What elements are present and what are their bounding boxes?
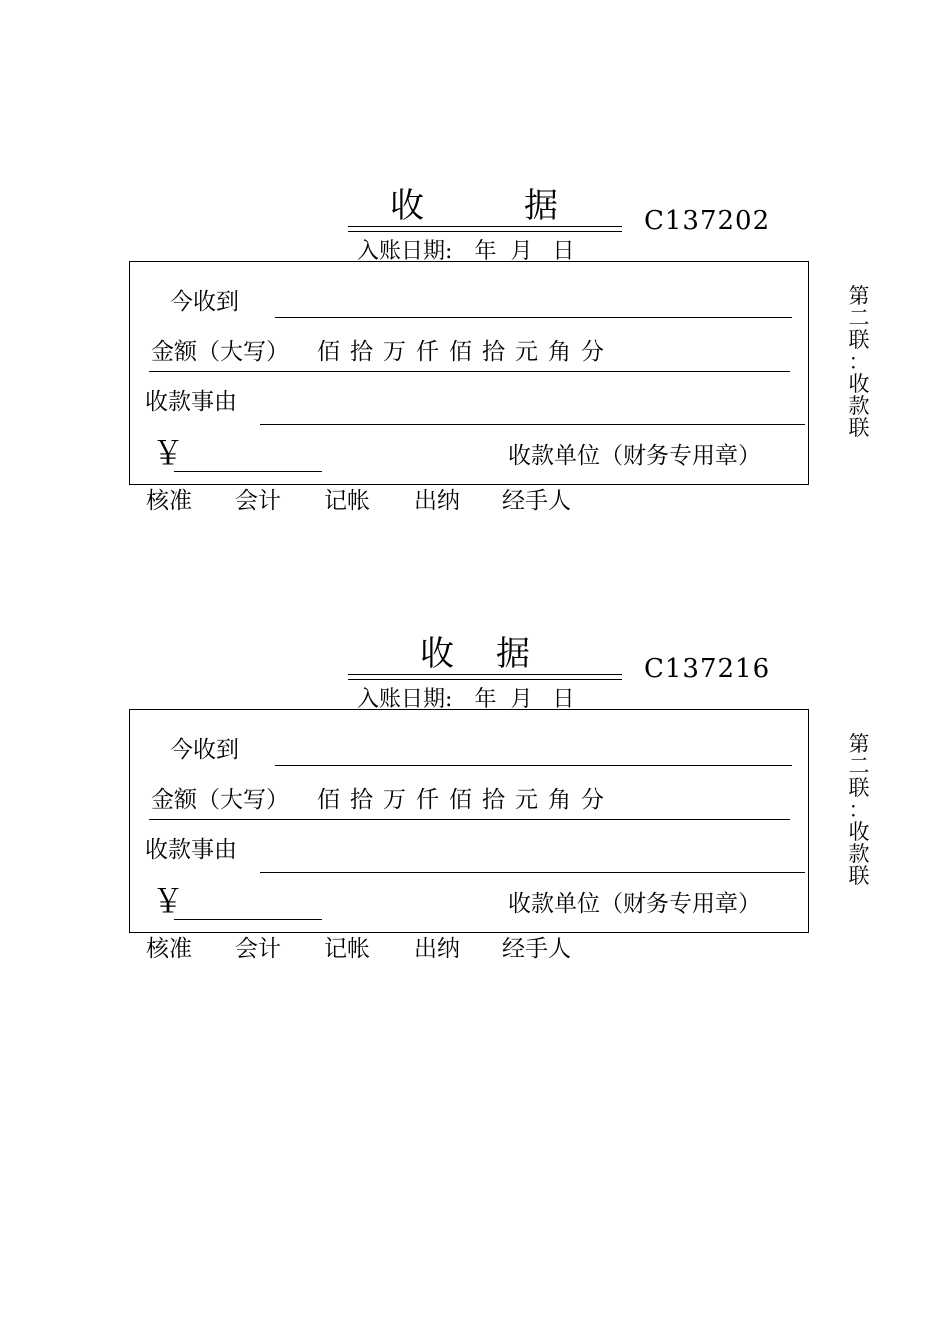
copy-label: 第 二 联 ： 收 款 联 <box>848 284 870 440</box>
signature-accountant: 会计 <box>235 488 281 514</box>
signature-accountant: 会计 <box>235 936 281 962</box>
title-underline <box>348 231 622 232</box>
signature-bookkeeper: 记帐 <box>324 488 370 514</box>
amount-label: 金额（大写） <box>151 339 289 365</box>
payee-seal-label: 收款单位（财务专用章） <box>508 443 761 469</box>
signature-handler: 经手人 <box>502 936 571 962</box>
serial-number: C137216 <box>644 654 771 684</box>
amount-field[interactable] <box>149 371 790 372</box>
amount-number-field[interactable] <box>174 919 322 920</box>
signature-handler: 经手人 <box>502 488 571 514</box>
received-from-label: 今收到 <box>170 289 239 315</box>
copy-label: 第 二 联 ： 收 款 联 <box>848 732 870 888</box>
payee-seal-label: 收款单位（财务专用章） <box>508 891 761 917</box>
reason-field[interactable] <box>260 424 805 425</box>
receipt-form <box>0 170 950 530</box>
signature-approver: 核准 <box>146 488 192 514</box>
signature-bookkeeper: 记帐 <box>324 936 370 962</box>
reason-field[interactable] <box>260 872 805 873</box>
receipt-body <box>129 709 809 933</box>
title-underline <box>348 679 622 680</box>
date-year: 年 <box>474 239 497 264</box>
received-from-field[interactable] <box>275 317 792 318</box>
amount-label: 金额（大写） <box>151 787 289 813</box>
receipt-form <box>0 618 950 978</box>
receipt-body <box>129 261 809 485</box>
amount-units: 佰 拾 万 仟 佰 拾 元 角 分 <box>317 339 604 365</box>
receipt-title: 收 据 <box>390 186 558 226</box>
amount-number-field[interactable] <box>174 471 322 472</box>
serial-number: C137202 <box>644 206 771 236</box>
signature-row <box>146 930 571 963</box>
date-month: 月 <box>510 239 533 264</box>
date-day: 日 <box>552 239 575 264</box>
currency-symbol: ￥ <box>152 434 185 472</box>
currency-symbol: ￥ <box>152 882 185 920</box>
title-underline <box>348 674 622 675</box>
signature-row <box>146 482 571 515</box>
receipt-title: 收 据 <box>420 634 530 674</box>
date-day: 日 <box>552 687 575 712</box>
amount-field[interactable] <box>149 819 790 820</box>
signature-cashier: 出纳 <box>414 488 460 514</box>
title-underline <box>348 226 622 227</box>
entry-date-label: 入账日期: <box>357 687 453 712</box>
signature-approver: 核准 <box>146 936 192 962</box>
received-from-field[interactable] <box>275 765 792 766</box>
received-from-label: 今收到 <box>170 737 239 763</box>
reason-label: 收款事由 <box>145 389 237 415</box>
entry-date-label: 入账日期: <box>357 239 453 264</box>
date-year: 年 <box>474 687 497 712</box>
amount-units: 佰 拾 万 仟 佰 拾 元 角 分 <box>317 787 604 813</box>
reason-label: 收款事由 <box>145 837 237 863</box>
signature-cashier: 出纳 <box>414 936 460 962</box>
date-month: 月 <box>510 687 533 712</box>
